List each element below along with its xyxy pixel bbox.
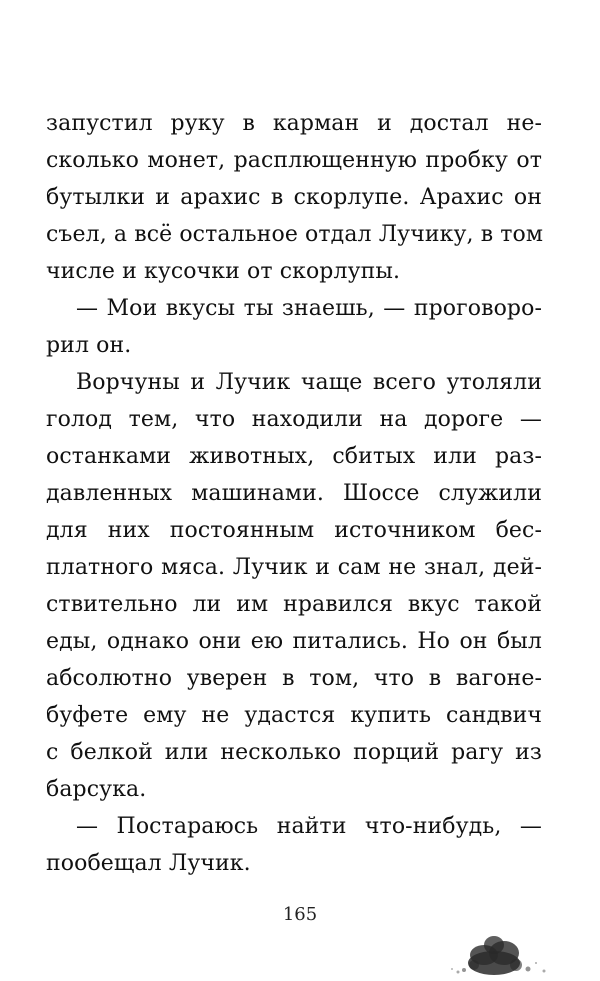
text-line: пообещал Лучик. (46, 851, 251, 876)
body-text (46, 105, 542, 882)
text-line: рил он. (46, 333, 132, 358)
text-line: для них постоянным источником бес- (46, 518, 542, 543)
page-number: 165 (282, 904, 318, 925)
text-line: голод тем, что находили на дороге — (46, 407, 542, 432)
ink-bush-decoration-icon (444, 925, 554, 975)
text-line: буфете ему не удастся купить сандвич (46, 703, 542, 728)
text-line: бутылки и арахис в скорлупе. Арахис он (46, 185, 542, 210)
text-line: платного мяса. Лучик и сам не знал, дей- (46, 555, 542, 580)
text-line: ствительно ли им нравился вкус такой (46, 592, 542, 617)
text-line: запустил руку в карман и достал не- (46, 111, 542, 136)
text-line: — Постараюсь найти что-нибудь, — (76, 814, 542, 839)
text-line: числе и кусочки от скорлупы. (46, 259, 401, 284)
text-line: — Мои вкусы ты знаешь, — проговоро- (76, 296, 542, 321)
text-line: сколько монет, расплющенную пробку от (46, 148, 542, 173)
text-line: барсука. (46, 777, 147, 802)
text-line: абсолютно уверен в том, что в вагоне- (46, 666, 542, 691)
text-line: Ворчуны и Лучик чаще всего утоляли (76, 370, 542, 395)
text-line: давленных машинами. Шоссе служили (46, 481, 542, 506)
text-line: еды, однако они ею питались. Но он был (46, 629, 542, 654)
text-line: останками животных, сбитых или раз- (46, 444, 542, 469)
text-line: съел, а всё остальное отдал Лучику, в том (46, 222, 544, 247)
text-line: с белкой или несколько порций рагу из (46, 740, 542, 765)
